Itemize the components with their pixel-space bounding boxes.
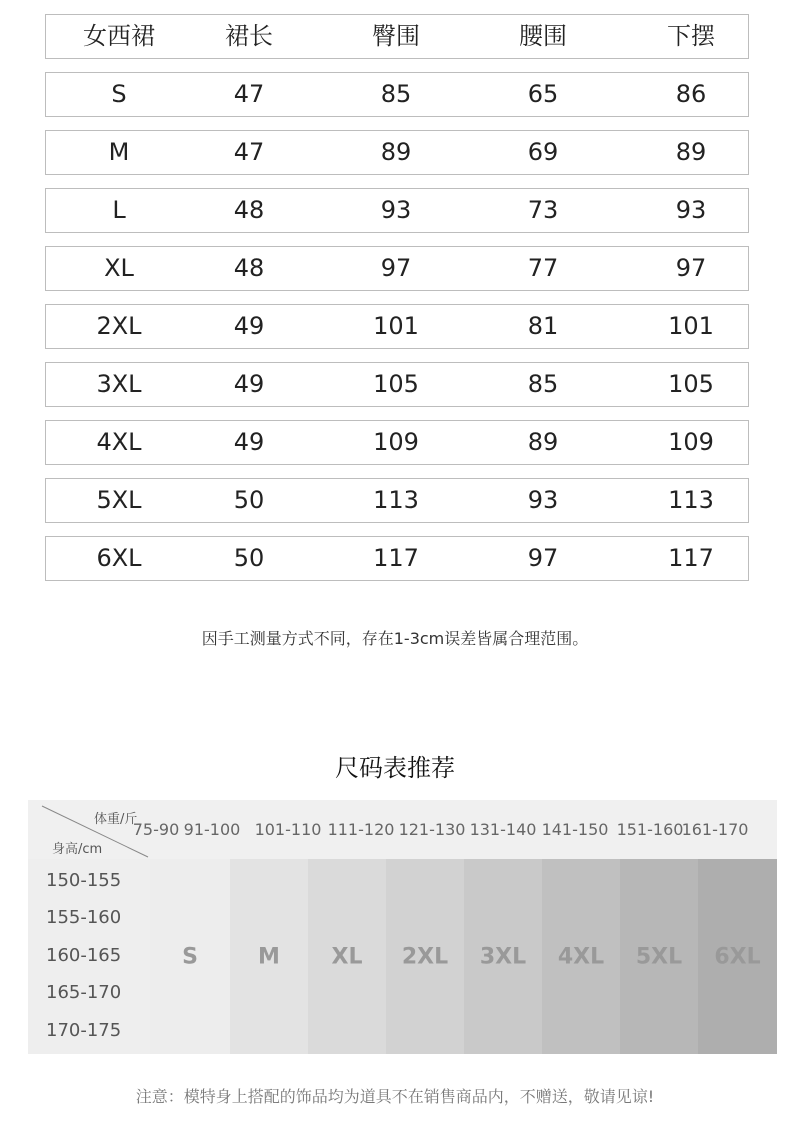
recommendation-title: 尺码表推荐	[335, 754, 455, 782]
table-cell: 109	[668, 428, 714, 456]
table-cell: 89	[380, 138, 412, 166]
table-cell: 113	[373, 486, 419, 514]
table-cell: 105	[373, 370, 419, 398]
header-cell: 臀围	[372, 22, 420, 50]
weight-range-label: 91-100	[183, 820, 241, 839]
table-cell: 77	[527, 254, 559, 282]
table-cell: 50	[233, 544, 265, 572]
table-cell: 117	[373, 544, 419, 572]
size-band-label: 6XL	[714, 944, 761, 969]
table-cell: 47	[233, 80, 265, 108]
size-band-label: XL	[331, 944, 363, 969]
size-table-header	[45, 14, 749, 59]
weight-range-label: 111-120	[327, 820, 395, 839]
size-band-label: 4XL	[557, 944, 605, 969]
table-cell: 65	[527, 80, 559, 108]
size-table-row	[45, 72, 749, 117]
table-cell: 81	[527, 312, 559, 340]
weight-range-label: 141-150	[541, 820, 609, 839]
table-cell: 89	[527, 428, 559, 456]
size-band-label: 5XL	[635, 944, 683, 969]
table-cell: S	[111, 80, 127, 108]
table-cell: 97	[380, 254, 412, 282]
height-range-label: 170-175	[46, 1020, 122, 1041]
table-cell: 49	[233, 428, 265, 456]
table-cell: M	[108, 138, 130, 166]
size-band	[230, 859, 308, 1054]
table-cell: 48	[233, 254, 265, 282]
table-cell: 85	[527, 370, 559, 398]
footer-note: 注意：模特身上搭配的饰品均为道具不在销售商品内，不赠送，敬请见谅!	[135, 1087, 655, 1106]
table-cell: 117	[668, 544, 714, 572]
size-band-label: 2XL	[401, 944, 449, 969]
measurement-note: 因手工测量方式不同，存在1-3cm误差皆属合理范围。	[201, 629, 589, 648]
table-cell: 97	[527, 544, 559, 572]
weight-range-label: 75-90	[132, 820, 180, 839]
size-table-row	[45, 188, 749, 233]
header-cell: 裙长	[225, 22, 273, 50]
height-range-label: 155-160	[46, 907, 122, 928]
header-cell: 腰围	[519, 22, 567, 50]
table-cell: 89	[675, 138, 707, 166]
weight-range-label: 121-130	[398, 820, 466, 839]
size-table-row	[45, 304, 749, 349]
size-table-row	[45, 362, 749, 407]
table-cell: 97	[675, 254, 707, 282]
table-cell: 86	[675, 80, 707, 108]
size-band-label: 3XL	[479, 944, 527, 969]
height-range-label: 165-170	[46, 982, 122, 1003]
weight-range-label: 151-160	[616, 820, 684, 839]
weight-range-label: 131-140	[469, 820, 537, 839]
size-table-row	[45, 420, 749, 465]
table-cell: 3XL	[96, 370, 142, 398]
table-cell: 101	[373, 312, 419, 340]
size-band	[542, 859, 620, 1054]
table-cell: 101	[668, 312, 714, 340]
table-cell: 6XL	[96, 544, 142, 572]
weight-range-label: 101-110	[254, 820, 322, 839]
table-cell: 5XL	[96, 486, 142, 514]
size-band	[620, 859, 698, 1054]
table-cell: 49	[233, 312, 265, 340]
weight-range-label: 161-170	[681, 820, 749, 839]
table-cell: XL	[104, 254, 134, 282]
table-cell: 109	[373, 428, 419, 456]
table-cell: 49	[233, 370, 265, 398]
size-table-row	[45, 130, 749, 175]
size-band-label: S	[182, 944, 198, 969]
size-band	[150, 859, 230, 1054]
table-cell: 4XL	[96, 428, 142, 456]
header-cell: 女西裙	[83, 22, 155, 50]
size-band	[308, 859, 386, 1054]
height-axis-label: 身高/cm	[52, 842, 103, 857]
size-recommendation-table	[28, 800, 777, 1054]
size-table-row	[45, 536, 749, 581]
table-cell: 93	[527, 486, 559, 514]
table-cell: 93	[675, 196, 707, 224]
size-band-label: M	[258, 944, 280, 969]
table-cell: 93	[380, 196, 412, 224]
table-cell: 2XL	[96, 312, 142, 340]
weight-axis-label: 体重/斤	[94, 812, 138, 827]
table-cell: 73	[527, 196, 559, 224]
table-cell: 48	[233, 196, 265, 224]
size-band	[386, 859, 464, 1054]
table-cell: L	[112, 196, 126, 224]
table-cell: 47	[233, 138, 265, 166]
table-cell: 85	[380, 80, 412, 108]
table-cell: 50	[233, 486, 265, 514]
table-cell: 113	[668, 486, 714, 514]
height-range-label: 160-165	[46, 945, 122, 966]
size-table-row	[45, 478, 749, 523]
size-table-row	[45, 246, 749, 291]
table-cell: 69	[527, 138, 559, 166]
table-cell: 105	[668, 370, 714, 398]
size-band	[698, 859, 777, 1054]
height-range-label: 150-155	[46, 870, 122, 891]
header-cell: 下摆	[667, 22, 715, 50]
size-band	[464, 859, 542, 1054]
